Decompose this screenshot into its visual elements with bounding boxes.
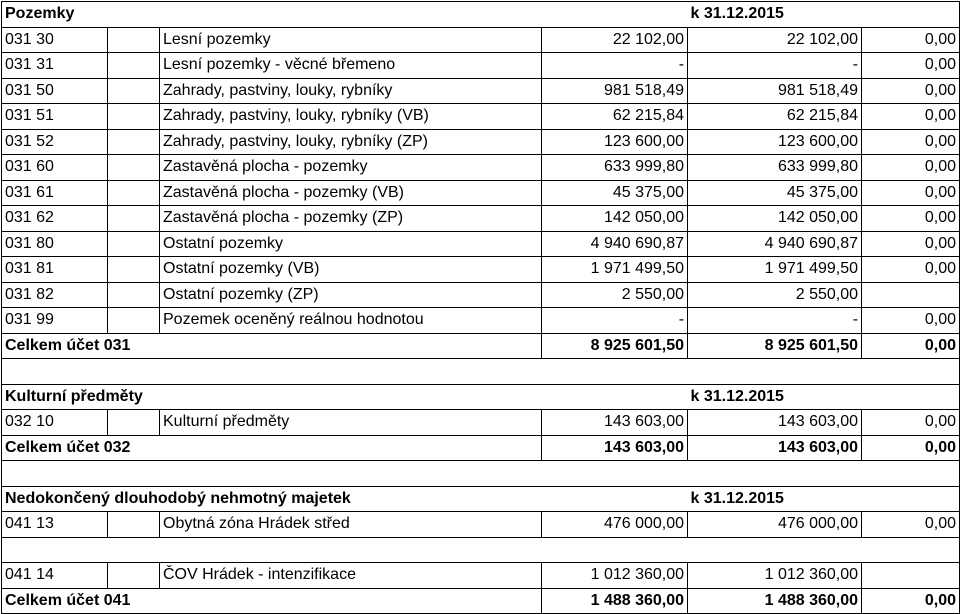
empty-cell xyxy=(542,2,688,28)
value-2: 1 012 360,00 xyxy=(688,563,862,589)
account-row xyxy=(2,257,960,283)
total-value-2: 1 488 360,00 xyxy=(688,588,862,614)
value-3: 0,00 xyxy=(862,78,960,104)
empty-cell xyxy=(108,129,160,155)
value-3 xyxy=(862,282,960,308)
account-row xyxy=(2,155,960,181)
value-2: 22 102,00 xyxy=(688,27,862,53)
account-name: Lesní pozemky xyxy=(160,27,542,53)
account-code: 041 14 xyxy=(2,563,108,589)
value-2: 2 550,00 xyxy=(688,282,862,308)
account-code: 032 10 xyxy=(2,410,108,436)
account-row xyxy=(2,308,960,334)
value-2: 1 971 499,50 xyxy=(688,257,862,283)
account-code: 031 51 xyxy=(2,104,108,130)
empty-cell xyxy=(108,231,160,257)
empty-cell xyxy=(542,486,688,512)
blank-row xyxy=(2,461,960,487)
value-1: 123 600,00 xyxy=(542,129,688,155)
account-name: Zahrady, pastviny, louky, rybníky xyxy=(160,78,542,104)
total-label: Celkem účet 031 xyxy=(2,333,542,359)
empty-cell xyxy=(108,563,160,589)
value-1: 142 050,00 xyxy=(542,206,688,232)
total-value-1: 8 925 601,50 xyxy=(542,333,688,359)
account-name: Ostatní pozemky xyxy=(160,231,542,257)
account-code: 031 61 xyxy=(2,180,108,206)
account-row xyxy=(2,563,960,589)
value-2: 981 518,49 xyxy=(688,78,862,104)
account-row xyxy=(2,282,960,308)
value-2: 142 050,00 xyxy=(688,206,862,232)
account-name: Pozemek oceněný reálnou hodnotou xyxy=(160,308,542,334)
account-code: 031 62 xyxy=(2,206,108,232)
section-heading-row xyxy=(2,486,960,512)
empty-cell xyxy=(2,359,960,385)
section-heading-row xyxy=(2,2,960,28)
value-3: 0,00 xyxy=(862,206,960,232)
empty-cell xyxy=(2,461,960,487)
empty-cell xyxy=(108,512,160,538)
total-value-3: 0,00 xyxy=(862,588,960,614)
total-value-3: 0,00 xyxy=(862,333,960,359)
empty-cell xyxy=(108,78,160,104)
total-value-1: 143 603,00 xyxy=(542,435,688,461)
account-code: 031 99 xyxy=(2,308,108,334)
total-label: Celkem účet 032 xyxy=(2,435,542,461)
value-1: - xyxy=(542,308,688,334)
value-1: 981 518,49 xyxy=(542,78,688,104)
account-code: 031 60 xyxy=(2,155,108,181)
account-name: Zastavěná plocha - pozemky xyxy=(160,155,542,181)
value-1: 2 550,00 xyxy=(542,282,688,308)
account-name: Zahrady, pastviny, louky, rybníky (ZP) xyxy=(160,129,542,155)
section-date: k 31.12.2015 xyxy=(688,384,960,410)
blank-row xyxy=(2,359,960,385)
value-2: - xyxy=(688,308,862,334)
account-table xyxy=(1,1,960,614)
empty-cell xyxy=(108,410,160,436)
value-1: 1 971 499,50 xyxy=(542,257,688,283)
account-row xyxy=(2,180,960,206)
total-value-1: 1 488 360,00 xyxy=(542,588,688,614)
empty-cell xyxy=(2,537,960,563)
account-code: 031 30 xyxy=(2,27,108,53)
empty-cell xyxy=(108,27,160,53)
value-3: 0,00 xyxy=(862,257,960,283)
account-code: 031 80 xyxy=(2,231,108,257)
value-3 xyxy=(862,563,960,589)
section-date: k 31.12.2015 xyxy=(688,2,960,28)
value-3: 0,00 xyxy=(862,53,960,79)
total-label: Celkem účet 041 xyxy=(2,588,542,614)
empty-cell xyxy=(108,180,160,206)
empty-cell xyxy=(108,257,160,283)
value-2: 633 999,80 xyxy=(688,155,862,181)
value-3: 0,00 xyxy=(862,231,960,257)
empty-cell xyxy=(108,282,160,308)
account-name: Lesní pozemky - věcné břemeno xyxy=(160,53,542,79)
value-2: 45 375,00 xyxy=(688,180,862,206)
account-code: 041 13 xyxy=(2,512,108,538)
value-2: 476 000,00 xyxy=(688,512,862,538)
account-code: 031 50 xyxy=(2,78,108,104)
value-1: 22 102,00 xyxy=(542,27,688,53)
total-row xyxy=(2,588,960,614)
empty-cell xyxy=(108,155,160,181)
value-2: 143 603,00 xyxy=(688,410,862,436)
value-3: 0,00 xyxy=(862,155,960,181)
account-name: Ostatní pozemky (VB) xyxy=(160,257,542,283)
value-1: 1 012 360,00 xyxy=(542,563,688,589)
value-1: 633 999,80 xyxy=(542,155,688,181)
value-1: 476 000,00 xyxy=(542,512,688,538)
value-3: 0,00 xyxy=(862,129,960,155)
account-row xyxy=(2,231,960,257)
account-row xyxy=(2,78,960,104)
account-code: 031 81 xyxy=(2,257,108,283)
empty-cell xyxy=(108,104,160,130)
value-3: 0,00 xyxy=(862,308,960,334)
value-2: 4 940 690,87 xyxy=(688,231,862,257)
empty-cell xyxy=(542,384,688,410)
account-code: 031 82 xyxy=(2,282,108,308)
value-3: 0,00 xyxy=(862,410,960,436)
section-heading: Pozemky xyxy=(2,2,542,28)
account-row xyxy=(2,104,960,130)
account-code: 031 52 xyxy=(2,129,108,155)
account-name: Obytná zóna Hrádek střed xyxy=(160,512,542,538)
account-name: Kulturní předměty xyxy=(160,410,542,436)
section-date: k 31.12.2015 xyxy=(688,486,960,512)
section-heading-row xyxy=(2,384,960,410)
value-1: - xyxy=(542,53,688,79)
empty-cell xyxy=(108,206,160,232)
value-2: 123 600,00 xyxy=(688,129,862,155)
account-code: 031 31 xyxy=(2,53,108,79)
account-name: Ostatní pozemky (ZP) xyxy=(160,282,542,308)
account-name: ČOV Hrádek - intenzifikace xyxy=(160,563,542,589)
empty-cell xyxy=(108,53,160,79)
blank-row xyxy=(2,537,960,563)
empty-cell xyxy=(108,308,160,334)
account-row xyxy=(2,53,960,79)
value-1: 62 215,84 xyxy=(542,104,688,130)
total-value-3: 0,00 xyxy=(862,435,960,461)
account-row xyxy=(2,512,960,538)
value-1: 4 940 690,87 xyxy=(542,231,688,257)
total-value-2: 8 925 601,50 xyxy=(688,333,862,359)
account-row xyxy=(2,27,960,53)
account-row xyxy=(2,410,960,436)
value-3: 0,00 xyxy=(862,27,960,53)
total-row xyxy=(2,333,960,359)
value-3: 0,00 xyxy=(862,180,960,206)
value-3: 0,00 xyxy=(862,104,960,130)
section-heading: Kulturní předměty xyxy=(2,384,542,410)
value-2: 62 215,84 xyxy=(688,104,862,130)
total-row xyxy=(2,435,960,461)
account-name: Zastavěná plocha - pozemky (ZP) xyxy=(160,206,542,232)
value-2: - xyxy=(688,53,862,79)
value-3: 0,00 xyxy=(862,512,960,538)
value-1: 143 603,00 xyxy=(542,410,688,436)
account-name: Zastavěná plocha - pozemky (VB) xyxy=(160,180,542,206)
account-row xyxy=(2,206,960,232)
account-row xyxy=(2,129,960,155)
section-heading: Nedokončený dlouhodobý nehmotný majetek xyxy=(2,486,542,512)
account-name: Zahrady, pastviny, louky, rybníky (VB) xyxy=(160,104,542,130)
value-1: 45 375,00 xyxy=(542,180,688,206)
total-value-2: 143 603,00 xyxy=(688,435,862,461)
